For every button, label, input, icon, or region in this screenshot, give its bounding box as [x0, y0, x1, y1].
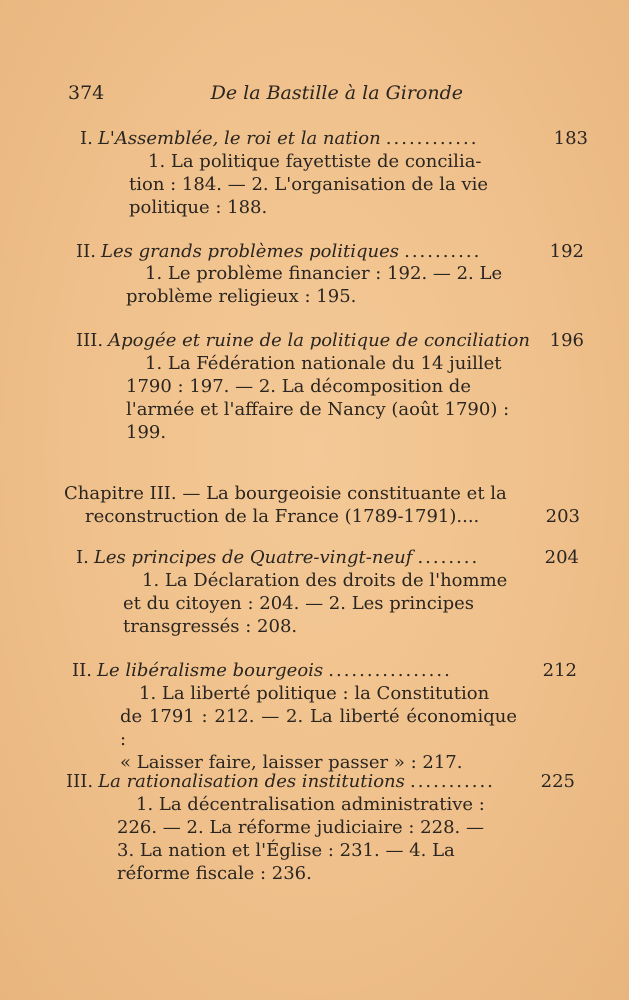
section-page: 204 [544, 547, 579, 568]
section-page: 225 [540, 771, 575, 792]
section-title: Les grands problèmes politiques [101, 241, 399, 262]
desc-line: 1. La Déclaration des droits de l'homme [142, 570, 508, 591]
desc-line: et du citoyen : 204. — 2. Les principes [123, 593, 474, 614]
page-header [68, 82, 463, 112]
toc-entry-title-line [72, 660, 577, 684]
desc-line: 1. La décentralisation administrative : [136, 794, 485, 815]
toc-entry [76, 330, 584, 354]
leader-dots: ............ [385, 128, 479, 149]
toc-entry [72, 660, 577, 684]
page-number: 374 [68, 82, 105, 104]
section-number: II. [76, 241, 96, 262]
chapter-line-row [64, 505, 580, 528]
toc-entry-title-line [76, 330, 584, 354]
section-title: Les principes de Quatre-vingt-neuf [93, 547, 413, 568]
chapter-line: reconstruction de la France (1789-1791).... [85, 506, 480, 527]
section-page: 183 [553, 128, 588, 149]
desc-line: « Laisser faire, laisser passer » : 217. [120, 752, 463, 773]
section-description [123, 569, 518, 638]
desc-line: tion : 184. — 2. L'organisation de la vie [129, 174, 489, 195]
chapter-page: 203 [545, 506, 580, 527]
section-title: La rationalisation des institutions [98, 771, 405, 792]
toc-entry-title-line [80, 128, 588, 152]
desc-line: 226. — 2. La réforme judiciaire : 228. — [117, 817, 484, 838]
section-description [129, 150, 524, 219]
section-description [126, 352, 521, 444]
toc-entry-title-line [76, 547, 579, 571]
section-number: I. [76, 547, 89, 568]
desc-line: transgressés : 208. [123, 616, 298, 637]
section-description [126, 262, 521, 308]
desc-line: 1. La Fédération nationale du 14 juillet [145, 353, 502, 374]
desc-line: 1. La liberté politique : la Constitution [139, 683, 490, 704]
toc-entry-title-line [66, 771, 575, 795]
section-description [117, 793, 513, 885]
leader-dots: .......... [404, 241, 482, 262]
section-description [120, 682, 517, 774]
running-title: De la Bastille à la Gironde [210, 82, 463, 104]
section-title: Le libéralisme bourgeois [97, 660, 324, 681]
desc-line: 1790 : 197. — 2. La décomposition de [126, 376, 471, 397]
desc-line: 1. Le problème financier : 192. — 2. Le [145, 263, 503, 284]
toc-entry [76, 547, 579, 571]
desc-line: de 1791 : 212. — 2. La liberté économique : [120, 706, 517, 750]
section-number: II. [72, 660, 92, 681]
leader-dots: ........ [417, 547, 480, 568]
section-page: 212 [542, 660, 577, 681]
leader-dots: ................ [328, 660, 452, 681]
toc-entry [80, 128, 588, 152]
desc-line: politique : 188. [129, 197, 268, 218]
section-page: 196 [549, 330, 584, 351]
section-number: I. [80, 128, 93, 149]
chapter-heading [64, 482, 580, 528]
leader-dots: ........... [409, 771, 495, 792]
desc-line: 199. [126, 422, 167, 443]
desc-line: problème religieux : 195. [126, 286, 357, 307]
desc-line: réforme fiscale : 236. [117, 863, 312, 884]
toc-entry [66, 771, 575, 795]
desc-line: 3. La nation et l'Église : 231. — 4. La [117, 840, 455, 861]
chapter-line: Chapitre III. — La bourgeoisie constituante et la [64, 483, 507, 504]
desc-line: 1. La politique fayettiste de concilia- [148, 151, 482, 172]
desc-line: l'armée et l'affaire de Nancy (août 1790) : [126, 399, 510, 420]
section-title: L'Assemblée, le roi et la nation [97, 128, 381, 149]
section-title: Apogée et ruine de la politique de conciliation [108, 330, 530, 351]
section-page: 192 [549, 241, 584, 262]
section-number: III. [66, 771, 94, 792]
section-number: III. [76, 330, 104, 351]
